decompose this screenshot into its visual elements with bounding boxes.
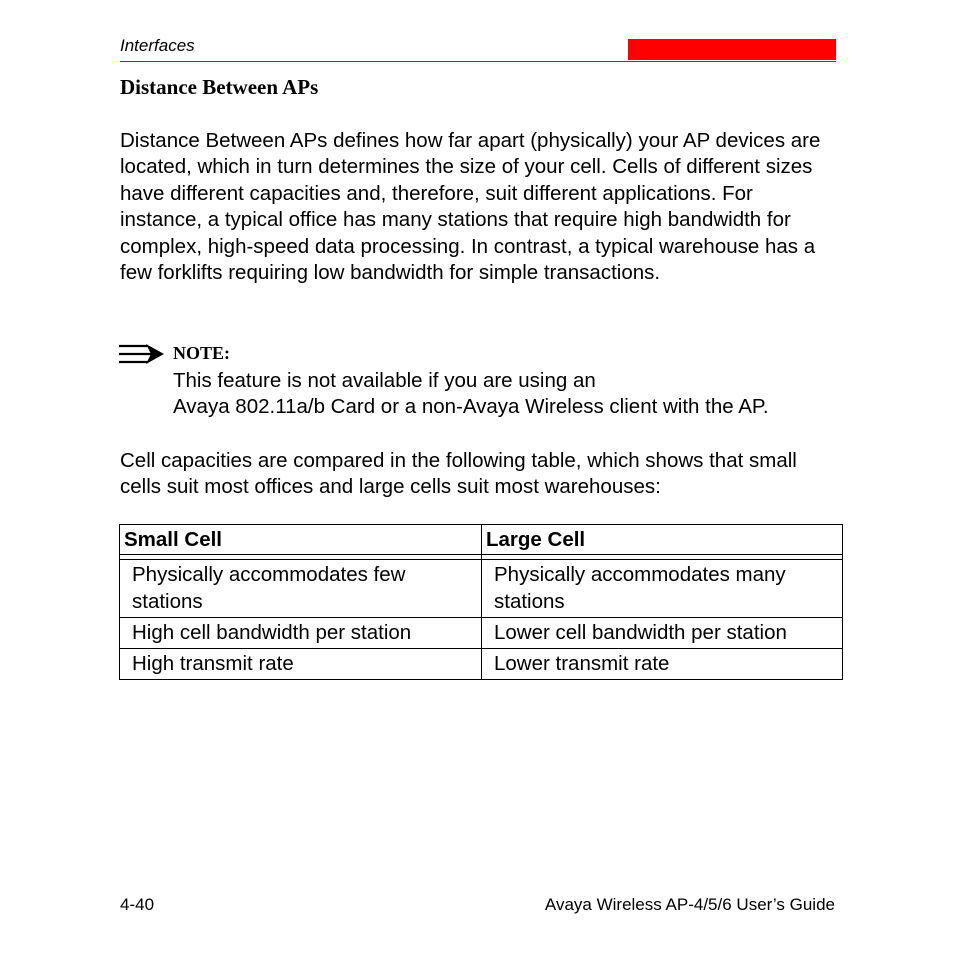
- table-cell: Physically accommodates few stations: [120, 560, 482, 618]
- note-line-2: Avaya 802.11a/b Card or a non-Avaya Wireless client with the AP.: [173, 395, 769, 419]
- table-cell: Lower cell bandwidth per station: [482, 618, 843, 649]
- header-accent-bar: [628, 39, 836, 60]
- header-small-cell: Small Cell: [120, 525, 482, 560]
- note-label: NOTE:: [173, 343, 231, 363]
- table-header-row: [120, 525, 843, 560]
- note-line-1: This feature is not available if you are using an: [173, 369, 596, 392]
- table-cell: High transmit rate: [120, 649, 482, 680]
- note-body: [173, 368, 769, 421]
- table-intro-paragraph: Cell capacities are compared in the following table, which shows that small cells suit most offices and large cells suit most warehouses:: [120, 449, 797, 499]
- table-row: [120, 618, 843, 649]
- table-row: [120, 649, 843, 680]
- table-cell: Physically accommodates many stations: [482, 560, 843, 618]
- section-title: Distance Between APs: [120, 75, 319, 99]
- table-row: [120, 560, 843, 618]
- note-arrow-icon: [118, 343, 166, 370]
- footer-guide-title: Avaya Wireless AP-4/5/6 User’s Guide: [544, 895, 835, 914]
- running-header: Interfaces: [120, 36, 195, 55]
- cell-capacity-table: [119, 524, 843, 680]
- header-large-cell: Large Cell: [482, 525, 843, 560]
- header-rule: [120, 61, 836, 62]
- page-number: 4-40: [120, 895, 155, 914]
- table-cell: High cell bandwidth per station: [120, 618, 482, 649]
- table-cell: Lower transmit rate: [482, 649, 843, 680]
- intro-paragraph: Distance Between APs defines how far apart (physically) your AP devices are located, which in turn determines the size of your cell. Cells of different sizes have different capacities and, therefore, suit different applications. For instance, a typical office has many stations that require high bandwidth for complex, high-speed data processing. In contrast, a typical warehouse has a few forklifts requiring low bandwidth for simple transactions.: [120, 129, 821, 285]
